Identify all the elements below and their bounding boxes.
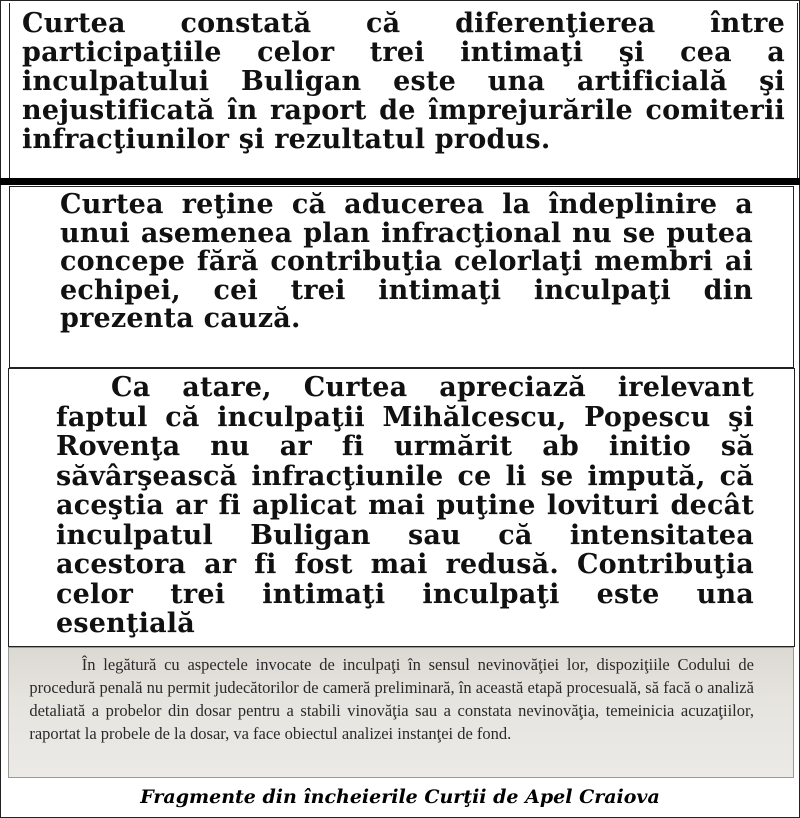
scanned-excerpt-text: În legătură cu aspectele invocate de inculpaţi în sensul nevinovăţiei lor, dispoziţiile Codului de procedură penală nu permit judecătorilor de cameră preliminară, în această etapă procesuală, să facă o analiză detaliată a probelor din dosar pentru a stabili vinovăţia sau a constata nevinovăţia, temeinicia acuzaţiilor, raportat la probele de la dosar, va face obiectul analizei instanţei de fond. xyxy=(29,655,754,743)
thick-divider xyxy=(0,178,800,185)
excerpt-text-2: Curtea reţine că aducerea la îndeplinire a unui asemenea plan infracţional nu se putea concepe fără contribuţia celorlaţi membri ai echipei, cei trei intimaţi inculpaţi din prezenta cauză. xyxy=(60,189,753,334)
excerpt-panel-2 xyxy=(9,186,794,368)
scanned-excerpt-panel xyxy=(8,647,794,778)
excerpt-panel-3 xyxy=(8,368,795,647)
excerpt-text-1: Curtea constată că diferenţierea între participaţiile celor trei intimaţi şi cea a inculpatului Buligan este una artificială şi nejustificată în raport de împrejurările comiterii infracţiunilor şi rezultatul produs. xyxy=(22,8,785,155)
excerpt-text-3: Ca atare, Curtea apreciază irelevant faptul că inculpaţii Mihălcescu, Popescu şi Rovenţa nu ar fi urmărit ab initio să săvârşească infracţiunile ce li se impută, că aceştia ar fi aplicat mai puţine lovituri decât inculpatul Buligan sau că intensitatea acestora ar fi fost mai redusă. Contribuţia celor trei intimaţi inculpaţi este una esenţială xyxy=(56,372,754,639)
excerpt-panel-1 xyxy=(9,3,798,178)
figure-caption: Fragmente din încheierile Curţii de Apel Craiova xyxy=(140,786,660,808)
